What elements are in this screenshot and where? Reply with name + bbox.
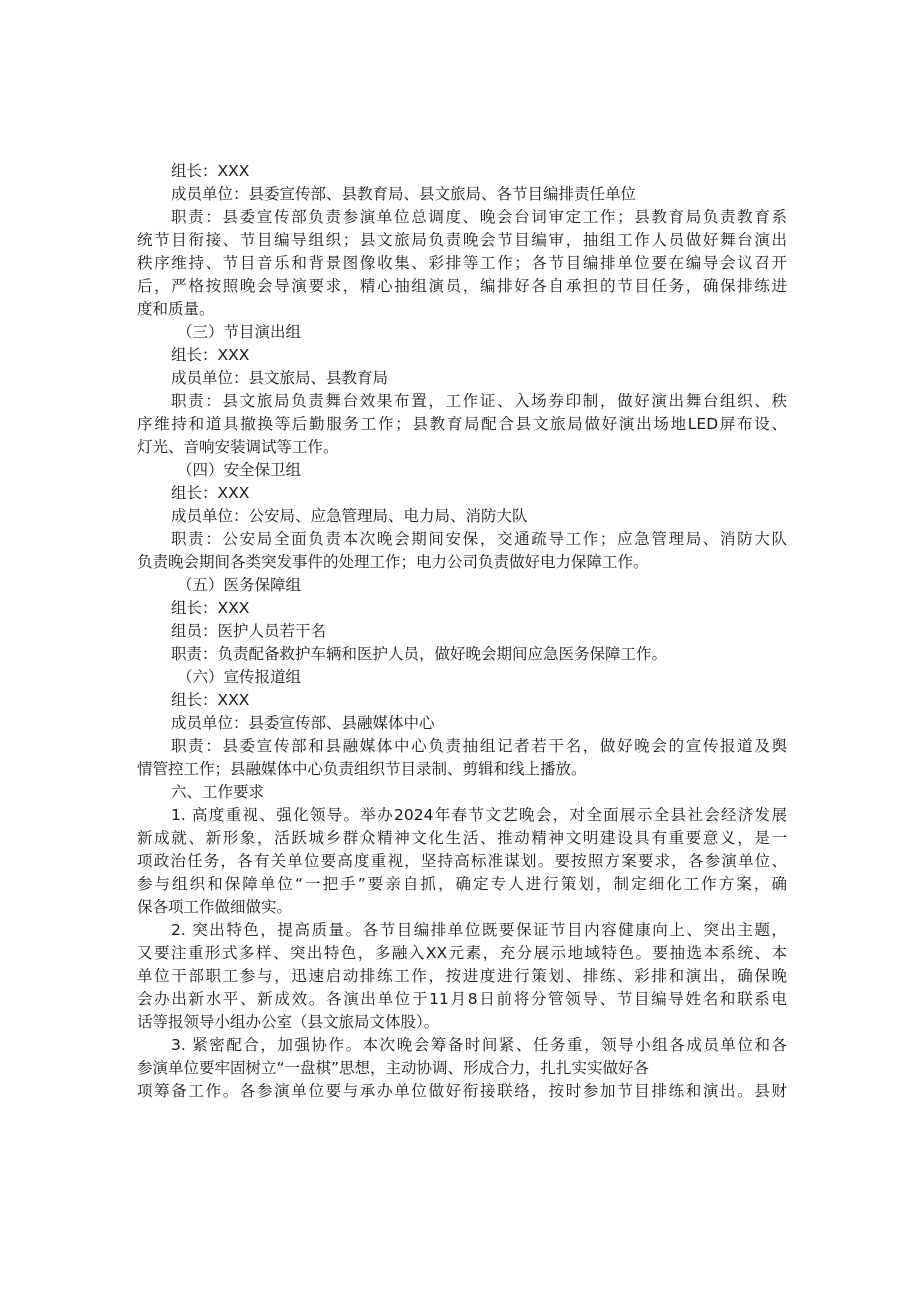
group-members-line: 组员：医护人员若干名 — [171, 622, 327, 640]
member-units-line: 成员单位：县文旅局、县教育局 — [171, 369, 389, 387]
requirement-paragraph-line: 参演单位要牢固树立“一盘棋”思想，主动协调、形成合力，扎扎实实做好各 — [137, 1059, 650, 1077]
requirement-paragraph-line: 3. 紧密配合，加强协作。本次晚会筹备时间紧、任务重，领导小组各成员单位和各 — [171, 1036, 787, 1054]
duty-paragraph-line: 职责：县文旅局负责舞台效果布置，工作证、入场券印制，做好演出舞台组织、秩 — [171, 392, 787, 410]
duty-paragraph-line: 职责：县委宣传部和县融媒体中心负责抽组记者若干名，做好晚会的宣传报道及舆 — [171, 737, 787, 755]
group-leader-line: 组长：XXX — [171, 484, 250, 502]
requirement-paragraph-line: 保各项工作做细做实。 — [137, 898, 293, 916]
requirement-paragraph-line: 1. 高度重视、强化领导。举办2024年春节文艺晚会，对全面展示全县社会经济发展 — [171, 806, 787, 824]
requirement-paragraph-line: 新成就、新形象，活跃城乡群众精神文化生活、推动精神文明建设具有重要意义，是一 — [137, 829, 787, 847]
group-leader-line: 组长：XXX — [171, 599, 250, 617]
duty-paragraph-line: 统节目衔接、节目编导组织；县文旅局负责晚会节目编审，抽组工作人员做好舞台演出 — [137, 231, 787, 249]
duty-paragraph-line: 情管控工作；县融媒体中心负责组织节目录制、剪辑和线上播放。 — [137, 760, 587, 778]
member-units-line: 成员单位：公安局、应急管理局、电力局、消防大队 — [171, 507, 528, 525]
section-heading-medical: （五）医务保障组 — [177, 576, 302, 594]
member-units-line: 成员单位：县委宣传部、县教育局、县文旅局、各节目编排责任单位 — [171, 185, 637, 203]
duty-paragraph-line: 度和质量。 — [137, 300, 215, 318]
section-heading-performance: （三）节目演出组 — [177, 323, 302, 341]
duty-paragraph-line: 职责：公安局全面负责本次晚会期间安保，交通疏导工作；应急管理局、消防大队 — [171, 530, 787, 548]
requirement-paragraph-line: 单位干部职工参与，迅速启动排练工作，按进度进行策划、排练、彩排和演出，确保晚 — [137, 967, 787, 985]
section-heading-publicity: （六）宣传报道组 — [177, 668, 302, 686]
requirement-paragraph-line: 参与组织和保障单位“一把手”要亲自抓，确定专人进行策划，制定细化工作方案，确 — [137, 875, 787, 893]
duty-paragraph-line: 秩序维持、节目音乐和背景图像收集、彩排等工作；各节目编排单位要在编导会议召开 — [137, 254, 787, 272]
group-leader-line: 组长：XXX — [171, 346, 250, 364]
section-heading-security: （四）安全保卫组 — [177, 461, 302, 479]
requirement-paragraph-line: 话等报领导小组办公室（县文旅局文体股）。 — [137, 1013, 440, 1031]
group-leader-line: 组长：XXX — [171, 162, 250, 180]
document-body — [137, 160, 787, 1103]
duty-paragraph-line: 负责晚会期间各类突发事件的处理工作；电力公司负责做好电力保障工作。 — [137, 553, 649, 571]
group-leader-line: 组长：XXX — [171, 691, 250, 709]
duty-paragraph-line: 职责：负责配备救护车辆和医护人员，做好晚会期间应急医务保障工作。 — [171, 645, 668, 663]
requirement-paragraph-line: 项筹备工作。各参演单位要与承办单位做好衔接联络，按时参加节目排练和演出。县财 — [137, 1082, 787, 1100]
requirement-paragraph-line: 会办出新水平、新成效。各演出单位于11月8日前将分管领导、节目编导姓名和联系电 — [137, 990, 787, 1008]
requirement-paragraph-line: 2. 突出特色，提高质量。各节目编排单位既要保证节目内容健康向上、突出主题， — [171, 921, 787, 939]
requirement-paragraph-line: 又要注重形式多样、突出特色，多融入XX元素，充分展示地域特色。要抽选本系统、本 — [137, 944, 787, 962]
duty-paragraph-line: 灯光、音响安装调试等工作。 — [137, 438, 339, 456]
duty-paragraph-line: 职责：县委宣传部负责参演单位总调度、晚会台词审定工作；县教育局负责教育系 — [171, 208, 787, 226]
requirement-paragraph-line: 项政治任务，各有关单位要高度重视，坚持高标准谋划。要按照方案要求，各参演单位、 — [137, 852, 787, 870]
chapter-heading-work-requirements: 六、工作要求 — [171, 783, 265, 801]
duty-paragraph-line: 后，严格按照晚会导演要求，精心抽组演员，编排好各自承担的节目任务，确保排练进 — [137, 277, 787, 295]
member-units-line: 成员单位：县委宣传部、县融媒体中心 — [171, 714, 435, 732]
duty-paragraph-line: 序维持和道具撤换等后勤服务工作；县教育局配合县文旅局做好演出场地LED屏布设、 — [137, 415, 787, 433]
